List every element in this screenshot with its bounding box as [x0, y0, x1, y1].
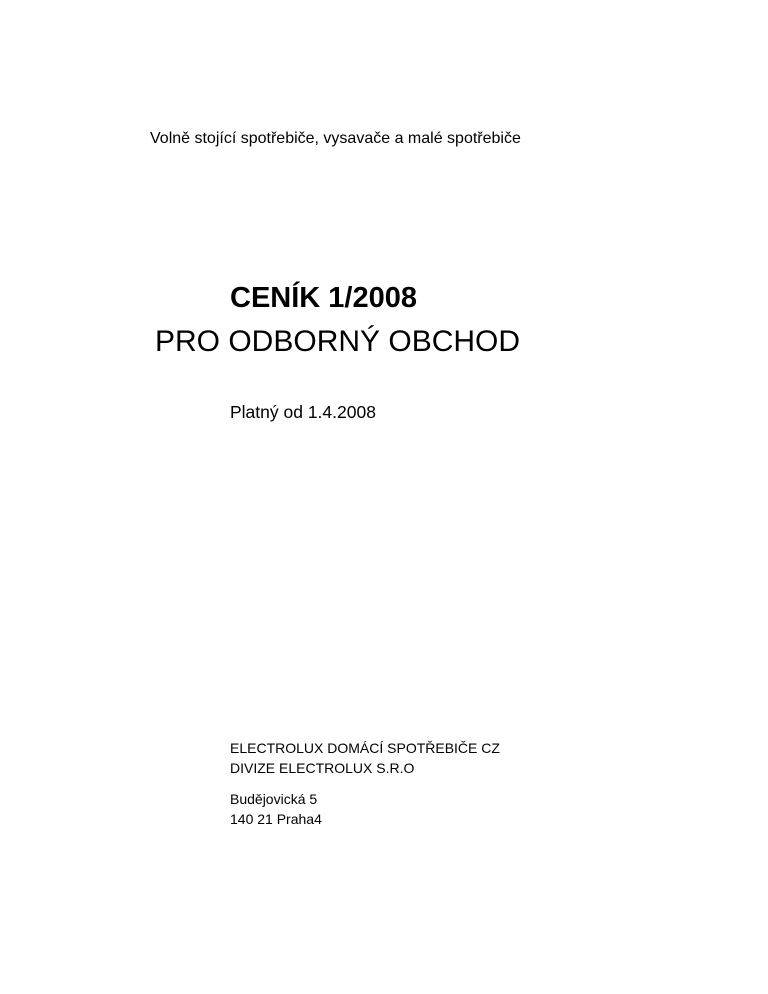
company-block	[230, 738, 500, 778]
address-city: 140 21 Praha4	[230, 811, 322, 827]
company-name-line2: DIVIZE ELECTROLUX S.R.O	[230, 760, 415, 776]
document-title: CENÍK 1/2008	[230, 282, 417, 314]
company-name-line1: ELECTROLUX DOMÁCÍ SPOTŘEBIČE CZ	[230, 740, 500, 756]
document-title-sub: PRO ODBORNÝ OBCHOD	[155, 325, 521, 358]
address-block	[230, 789, 322, 829]
document-subtitle: Volně stojící spotřebiče, vysavače a malé spotřebiče	[150, 130, 521, 147]
valid-from-date: Platný od 1.4.2008	[230, 402, 376, 422]
address-street: Budějovická 5	[230, 791, 318, 807]
